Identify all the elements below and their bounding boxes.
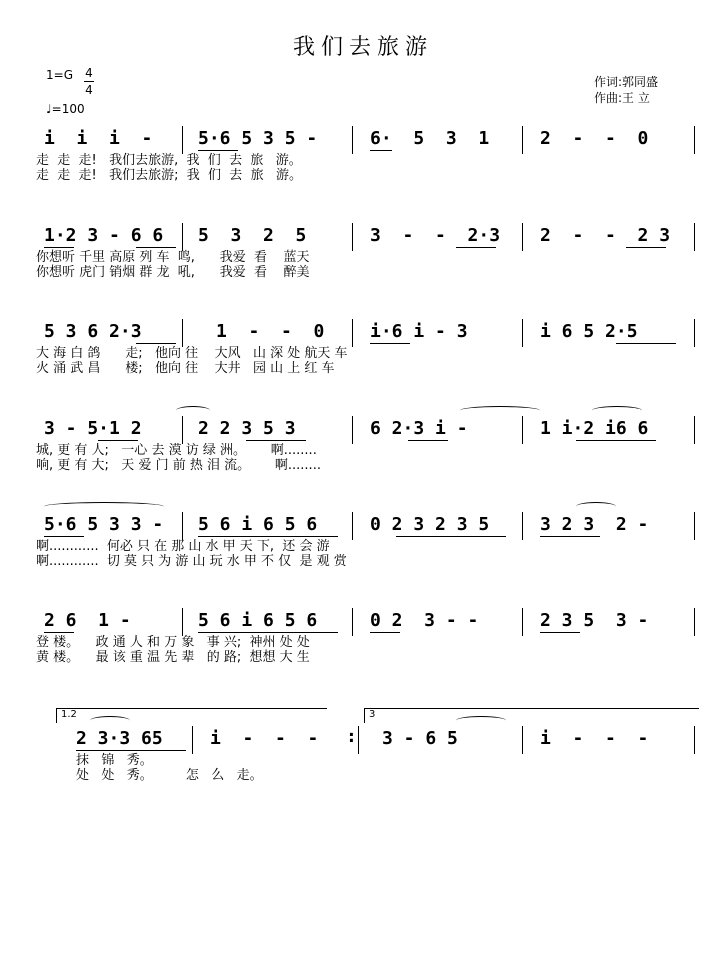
time-signature-bottom: 4 <box>85 83 93 97</box>
measure: 2 6 1 - <box>44 610 131 631</box>
lyric-line: 大 海 白 鸽 走; 他向 往 大风 山 深 处 航天 车 <box>36 346 348 361</box>
lyric-line: 啊............ 何必 只 在 那 山 水 甲 天 下, 还 会 游 <box>36 539 330 554</box>
lyric-line: 响, 更 有 大; 天 爱 门 前 热 泪 流。 啊........ <box>36 458 321 473</box>
lyric-line: 登 楼。 政 通 人 和 万 象 事 兴; 神州 处 处 <box>36 635 310 650</box>
lyric-line: 你想听 虎门 销烟 群 龙 吼, 我爱 看 醉美 <box>36 265 310 280</box>
measure: 5 3 6 2·3 <box>44 321 142 342</box>
measure: 3 - 5·1 2 <box>44 418 142 439</box>
measure: 1 - - 0 <box>216 321 325 342</box>
lyric-line: 抹 锦 秀。 <box>76 753 153 768</box>
tempo-marking: ♩=100 <box>46 102 85 116</box>
measure: 0 2 3 2 3 5 <box>370 514 490 535</box>
measure: 2 2 3 5 3 <box>198 418 296 439</box>
credits <box>594 74 658 106</box>
time-signature <box>84 66 94 97</box>
measure: 5 6 i 6 5 6 <box>198 610 318 631</box>
repeat-sign: : <box>346 726 357 747</box>
measure: i i i - <box>44 128 153 149</box>
measure: 6 2·3 i - <box>370 418 468 439</box>
composer: 作曲:王 立 <box>594 91 650 105</box>
lyric-line: 火 涌 武 昌 楼; 他向 往 大井 园 山 上 红 车 <box>36 361 335 376</box>
lyric-line: 啊............ 切 莫 只 为 游 山 玩 水 甲 不 仅 是 观 赏 <box>36 554 347 569</box>
time-signature-top: 4 <box>85 66 93 80</box>
score-row-2 <box>36 225 696 295</box>
lyricist: 作词:郭同盛 <box>594 75 659 89</box>
measure: 6· 5 3 1 <box>370 128 490 149</box>
lyric-line: 城, 更 有 人; 一心 去 漠 访 绿 洲。 啊........ <box>36 443 317 458</box>
song-title: 我们去旅游 <box>292 35 433 60</box>
measure: 2 - - 2 3 <box>540 225 671 246</box>
measure: 5·6 5 3 3 - <box>44 514 164 535</box>
measure: 3 2 3 2 - <box>540 514 649 535</box>
lyric-line: 处 处 秀。 怎 么 走。 <box>76 768 263 783</box>
measure: 2 3·3 65 <box>76 728 163 749</box>
measure: 5 3 2 5 <box>198 225 307 246</box>
measure: i - - - <box>210 728 319 749</box>
volta-1: 1.2 <box>56 708 327 723</box>
lyric-line: 走 走 走! 我们去旅游, 我 们 去 旅 游。 <box>36 153 302 168</box>
measure: i·6 i - 3 <box>370 321 468 342</box>
volta-2: 3 <box>364 708 699 723</box>
measure: 1 i·2 i6 6 <box>540 418 649 439</box>
score-row-6 <box>36 610 696 680</box>
score-row-4 <box>36 418 696 488</box>
key-signature: 1=G <box>46 68 73 82</box>
score-row-7 <box>36 709 696 798</box>
measure: 3 - - 2·3 <box>370 225 501 246</box>
measure: i - - - <box>540 728 649 749</box>
measure: 1·2 3 - 6 6 <box>44 225 164 246</box>
measure: 0 2 3 - - <box>370 610 479 631</box>
measure: 5 6 i 6 5 6 <box>198 514 318 535</box>
measure: 2 - - 0 <box>540 128 649 149</box>
measure: 5·6 5 3 5 - <box>198 128 318 149</box>
lyric-line: 黄 楼。 最 该 重 温 先 辈 的 路; 想想 大 生 <box>36 650 310 665</box>
lyric-line: 你想听 千里 高原 列 车 鸣, 我爱 看 蓝天 <box>36 250 310 265</box>
measure: 3 - 6 5 <box>382 728 458 749</box>
score-row-3 <box>36 321 696 391</box>
score-row-1 <box>36 128 696 198</box>
measure: i 6 5 2·5 <box>540 321 638 342</box>
lyric-line: 走 走 走! 我们去旅游; 我 们 去 旅 游。 <box>36 168 302 183</box>
score-row-5 <box>36 514 696 584</box>
measure: 2 3 5 3 - <box>540 610 649 631</box>
